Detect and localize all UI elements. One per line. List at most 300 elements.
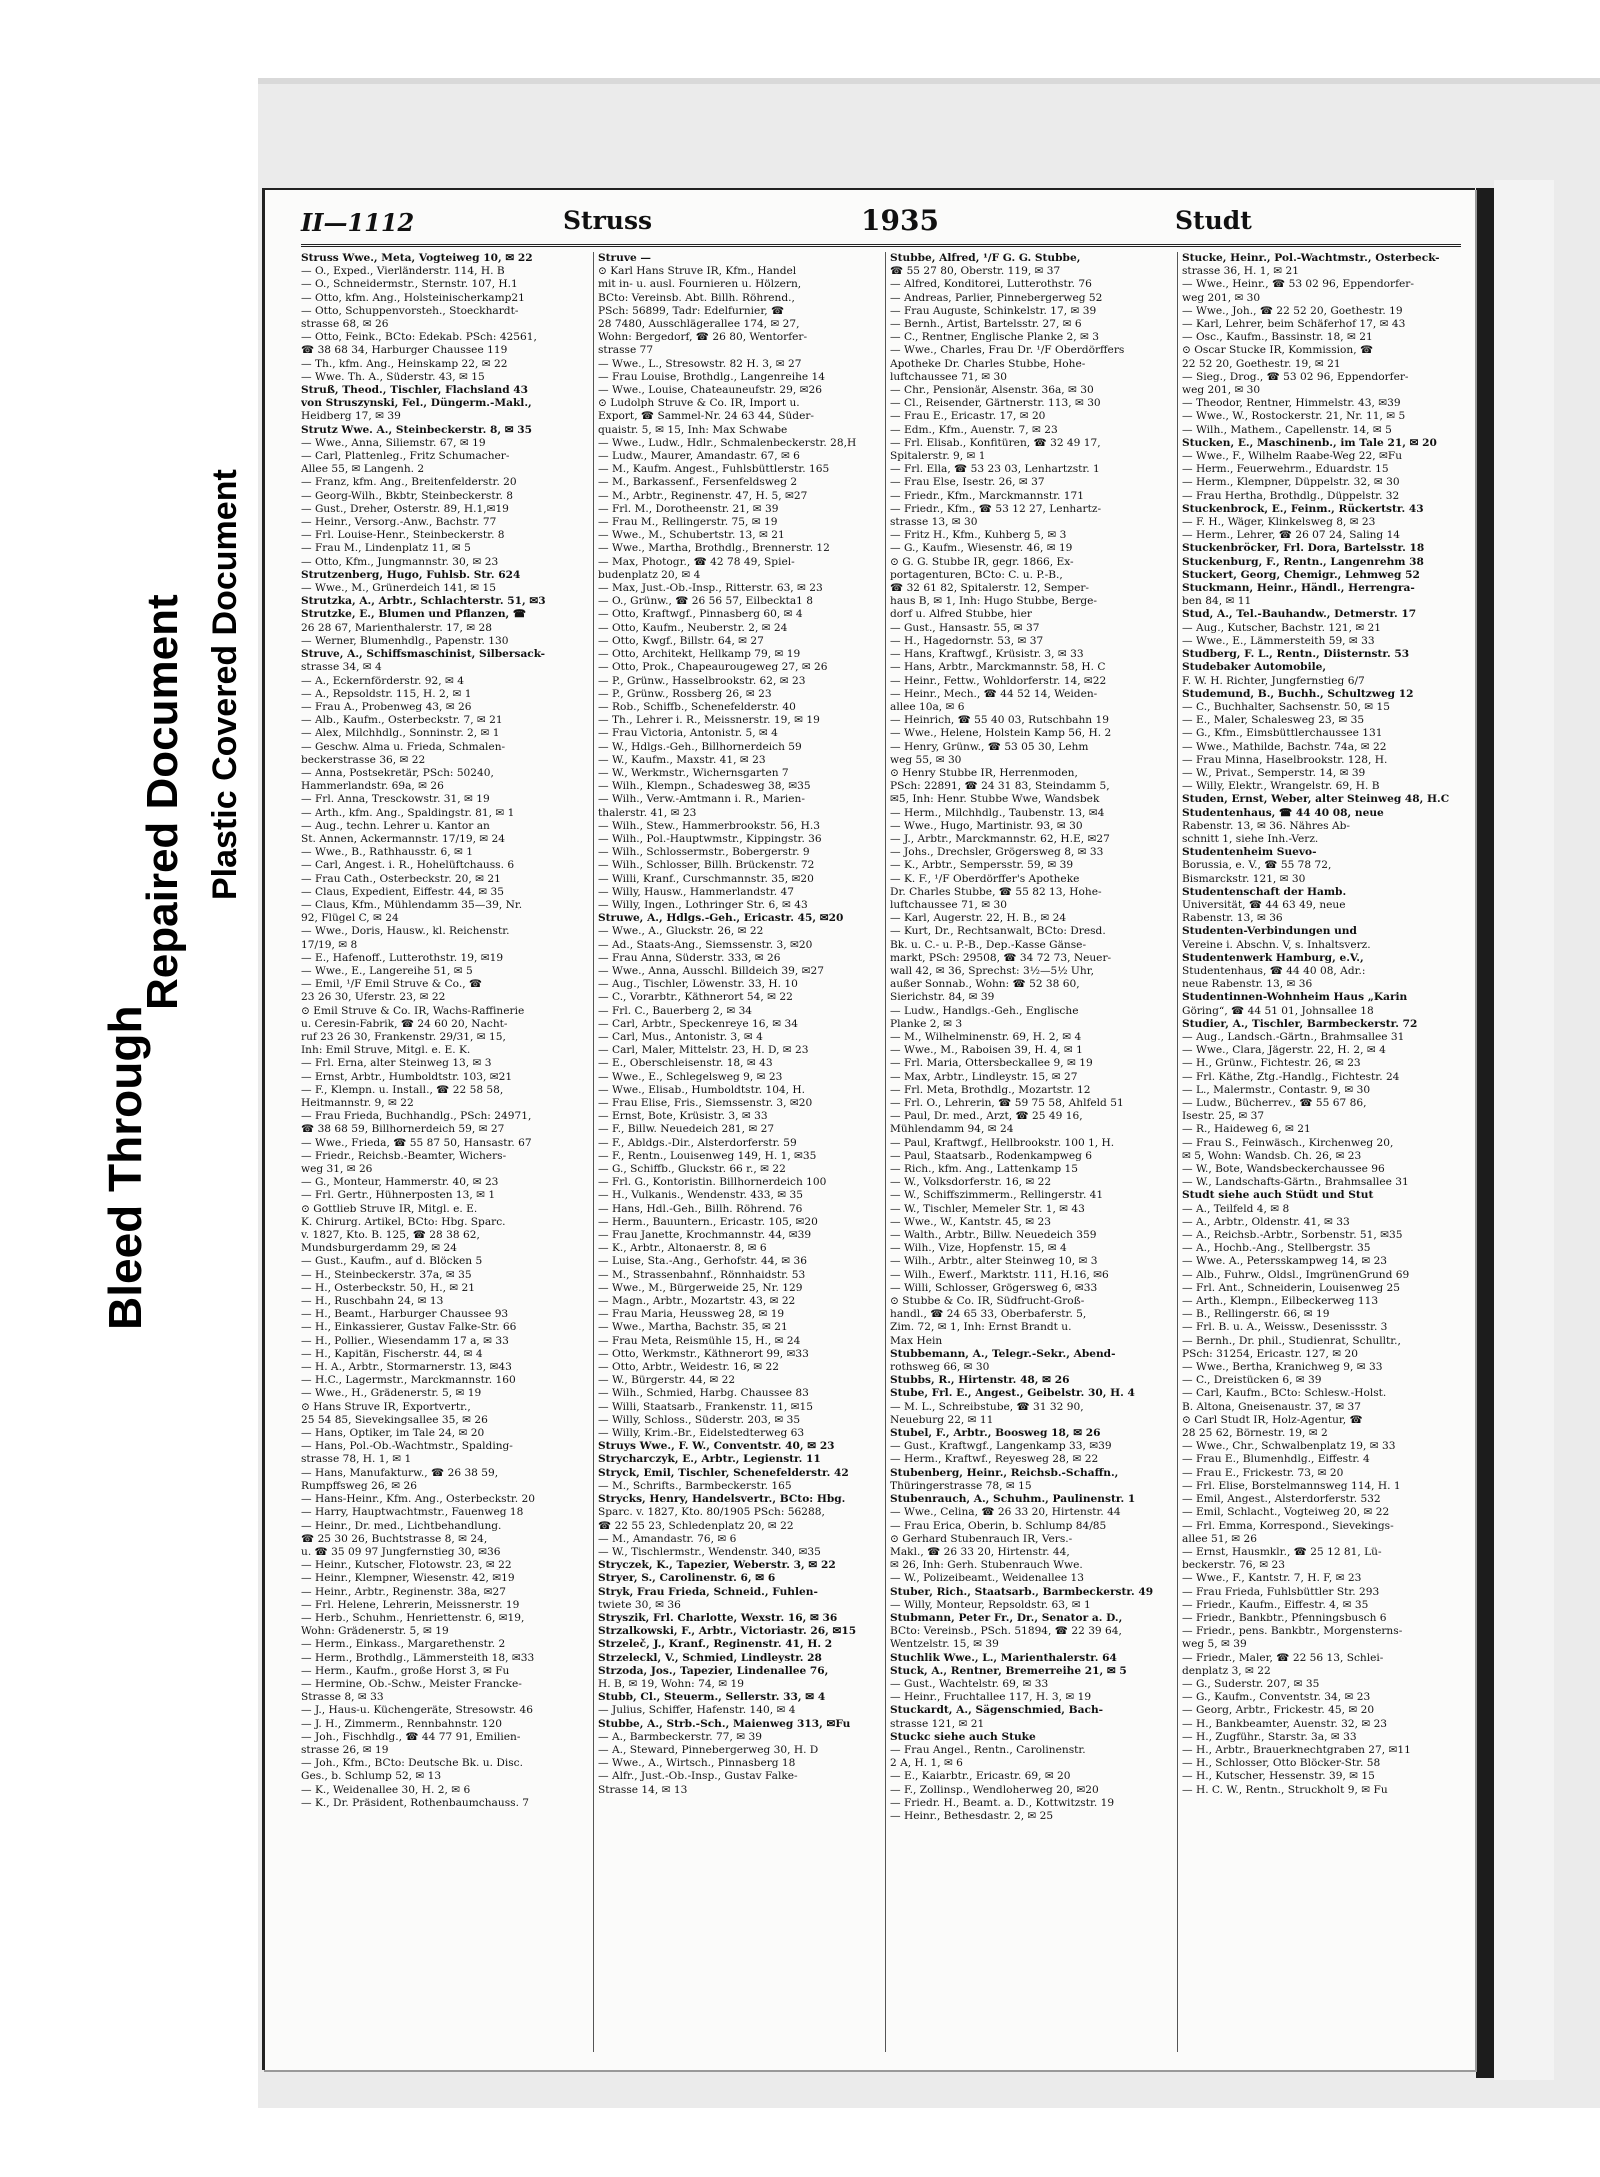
directory-entry: Strutzke, E., Blumen und Pflanzen, ☎ — [301, 608, 527, 621]
header-right-keyword: Studt — [1175, 206, 1252, 235]
directory-entry: Studentenheim Suevo- — [1182, 846, 1317, 859]
directory-entry: — Wwe., E., Lämmersteith 59, ✉ 33 — [1182, 634, 1375, 647]
directory-entry: strasse 34, ✉ 4 — [301, 661, 382, 674]
directory-entry: ☎ 55 27 80, Oberstr. 119, ✉ 37 — [890, 265, 1061, 278]
directory-entry: — Frau A., Probenweg 43, ✉ 26 — [301, 700, 472, 713]
directory-entry: — Alb., Kaufm., Osterbeckstr. 7, ✉ 21 — [301, 714, 503, 727]
directory-entry: — Wwe., Mathilde, Bachstr. 74a, ✉ 22 — [1182, 740, 1387, 753]
directory-entry: — Heinr., Versorg.-Anw., Bachstr. 77 — [301, 516, 497, 529]
directory-entry: — Wilh., Vize, Hopfenstr. 15, ✉ 4 — [890, 1242, 1067, 1255]
directory-entry: — Wwe., Louise, Chateauneufstr. 29, ✉26 — [598, 384, 822, 397]
directory-entry: — Aug., Kutscher, Bachstr. 121, ✉ 21 — [1182, 621, 1382, 634]
directory-entry: portagenturen, BCto: C. u. P.-B., — [890, 568, 1063, 581]
directory-entry: — Hermine, Ob.-Schw., Meister Francke- — [301, 1677, 522, 1690]
directory-entry: — Wwe., Anna, Siliemstr. 67, ✉ 19 — [301, 436, 486, 449]
directory-entry: — Wwe., Martha, Brothdlg., Brennerstr. 12 — [598, 542, 830, 555]
directory-entry: Stuckc siehe auch Stuke — [890, 1730, 1036, 1743]
directory-entry: — Hans, Kraftwgf., Krüsistr. 3, ✉ 33 — [890, 648, 1084, 661]
directory-entry: — H. C. W., Rentn., Struckholt 9, ✉ Fu — [1182, 1783, 1388, 1796]
directory-entry: — Wwe., Doris, Hausw., kl. Reichenstr. — [301, 925, 510, 938]
directory-entry: — Alfred, Konditorei, Lutterothstr. 76 — [890, 278, 1092, 291]
directory-entry: allee 51, ✉ 26 — [1182, 1532, 1257, 1545]
directory-entry: Strzeleckl, V., Schmied, Lindleystr. 28 — [598, 1651, 822, 1664]
directory-entry: K. Chirurg. Artikel, BCto: Hbg. Sparc. — [301, 1215, 506, 1228]
directory-entry: — R., Haideweg 6, ✉ 21 — [1182, 1123, 1311, 1136]
directory-entry: — Gust., Kraftwgf., Langenkamp 33, ✉39 — [890, 1440, 1112, 1453]
directory-entry: — Wwe., A., Gluckstr. 26, ✉ 22 — [598, 925, 764, 938]
directory-entry: Vereine i. Abschn. V, s. Inhaltsverz. — [1182, 938, 1371, 951]
page-edge-dark — [1476, 188, 1494, 2078]
directory-entry: — Cl., Reisender, Gärtnerstr. 113, ✉ 30 — [890, 397, 1101, 410]
directory-entry: ben 84, ✉ 11 — [1182, 595, 1252, 608]
directory-entry: — Frau Victoria, Antonistr. 5, ✉ 4 — [598, 727, 778, 740]
directory-entry: — Heinr., Arbtr., Reginenstr. 38a, ✉27 — [301, 1585, 506, 1598]
directory-entry: — Andreas, Parlier, Pinnebergerweg 52 — [890, 291, 1103, 304]
directory-entry: — Frau Minna, Haselbrookstr. 128, H. — [1182, 753, 1388, 766]
directory-entry: — Wwe., Hugo, Martinistr. 93, ✉ 30 — [890, 819, 1083, 832]
directory-entry: — G., Kaufm., Wiesenstr. 46, ✉ 19 — [890, 542, 1073, 555]
directory-entry: Studentenhaus, ☎ 44 40 08, Adr.: — [1182, 964, 1366, 977]
directory-entry: — Frau Cath., Osterbeckstr. 20, ✉ 21 — [301, 872, 501, 885]
directory-entry: — C., Rentner, Englische Planke 2, ✉ 3 — [890, 331, 1099, 344]
directory-entry: Studentenhaus, ☎ 44 40 08, neue — [1182, 806, 1384, 819]
directory-entry: — Bernh., Dr. phil., Studienrat, Schulltr., — [1182, 1334, 1401, 1347]
directory-entry: — Edm., Kfm., Auenstr. 7, ✉ 23 — [890, 423, 1058, 436]
directory-entry: — H., Bankbeamter, Auenstr. 32, ✉ 23 — [1182, 1717, 1388, 1730]
directory-entry: Dr. Charles Stubbe, ☎ 55 82 13, Hohe- — [890, 885, 1102, 898]
directory-entry: — H.C., Lagermstr., Marckmannstr. 160 — [301, 1374, 516, 1387]
directory-entry: v. 1827, Kto. B. 125, ☎ 28 38 62, — [301, 1229, 480, 1242]
directory-entry: — Wwe., M., Schubertstr. 13, ✉ 21 — [598, 529, 785, 542]
directory-entry: — M., Kaufm. Angest., Fuhlsbüttlerstr. 165 — [598, 463, 830, 476]
directory-entry: — Carl, Arbtr., Speckenreye 16, ✉ 34 — [598, 1017, 798, 1030]
directory-entry: twiete 30, ✉ 36 — [598, 1598, 681, 1611]
directory-entry: ✉ 5, Wohn: Wandsb. Ch. 26, ✉ 23 — [1182, 1149, 1362, 1162]
directory-entry: 26 28 67, Marienthalerstr. 17, ✉ 28 — [301, 621, 493, 634]
directory-entry: Stubenberg, Heinr., Reichsb.-Schaffn., — [890, 1466, 1119, 1479]
page-number: II—1112 — [301, 208, 415, 237]
directory-entry: beckerstrasse 36, ✉ 22 — [301, 753, 426, 766]
directory-entry: Stucken, E., Maschinenb., im Tale 21, ✉ 20 — [1182, 436, 1437, 449]
directory-entry: — K., Weidenallee 30, H. 2, ✉ 6 — [301, 1783, 471, 1796]
directory-entry: PSch: 22891, ☎ 24 31 83, Steindamm 5, — [890, 780, 1110, 793]
directory-entry: — H., Kutscher, Hessenstr. 39, ✉ 15 — [1182, 1770, 1375, 1783]
directory-entry: — Frau Maria, Heussweg 28, ✉ 19 — [598, 1308, 785, 1321]
directory-entry: ruf 23 26 30, Frankenstr. 29/31, ✉ 15, — [301, 1030, 506, 1043]
directory-entry: Spitalerstr. 9, ✉ 1 — [890, 450, 986, 463]
directory-entry: — Gust., Hansastr. 55, ✉ 37 — [890, 621, 1040, 634]
directory-entry: Sparc. v. 1827, Kto. 80/1905 PSch: 56288, — [598, 1506, 825, 1519]
directory-entry: — Wilh., Ewerf., Marktstr. 111, H.16, ✉6 — [890, 1268, 1109, 1281]
directory-entry: — B., Rellingerstr. 66, ✉ 19 — [1182, 1308, 1330, 1321]
directory-entry: weg 201, ✉ 30 — [1182, 291, 1261, 304]
directory-entry: Stryczek, K., Tapezier, Weberstr. 3, ✉ 22 — [598, 1559, 836, 1572]
directory-entry: 2 A, H. 1, ✉ 6 — [890, 1757, 963, 1770]
directory-entry: — Frau Else, Isestr. 26, ✉ 37 — [890, 476, 1045, 489]
directory-entry: — F., Klempn. u. Install., ☎ 22 58 58, — [301, 1083, 504, 1096]
directory-entry: — F., Billw. Neuedeich 281, ✉ 27 — [598, 1123, 775, 1136]
directory-entry: — Friedr., Kfm., ☎ 53 12 27, Lenhartz- — [890, 502, 1102, 515]
directory-entry: — Ad., Staats-Ang., Siemssenstr. 3, ✉20 — [598, 938, 813, 951]
directory-entry: BCto: Vereinsb., PSch. 51894, ☎ 22 39 64, — [890, 1625, 1122, 1638]
directory-entry: — F., Zollinsp., Wendloherweg 20, ✉20 — [890, 1783, 1099, 1796]
directory-entry: — Willy, Elektr., Wrangelstr. 69, H. B — [1182, 780, 1380, 793]
directory-entry: — Bernh., Artist, Bartelsstr. 27, ✉ 6 — [890, 318, 1082, 331]
directory-entry: — W., Tischler, Memeler Str. 1, ✉ 43 — [890, 1202, 1085, 1215]
directory-entry: — Frau E., Frickestr. 73, ✉ 20 — [1182, 1466, 1344, 1479]
directory-entry: dorf u. Alfred Stubbe, hier — [890, 608, 1032, 621]
header-left-keyword: Struss — [563, 206, 653, 235]
directory-entry: — Frl. Ella, ☎ 53 23 03, Lenhartzstr. 1 — [890, 463, 1100, 476]
directory-entry: 22 52 20, Goethestr. 19, ✉ 21 — [1182, 357, 1341, 370]
directory-entry: — H., Kapitän, Fischerstr. 44, ✉ 4 — [301, 1347, 483, 1360]
directory-entry: — Heinr., Bethesdastr. 2, ✉ 25 — [890, 1809, 1054, 1822]
directory-entry: — Karl, Lehrer, beim Schäferhof 17, ✉ 43 — [1182, 318, 1406, 331]
directory-entry: Makl., ☎ 26 33 20, Hirtenstr. 44, — [890, 1545, 1070, 1558]
directory-entry: Stryk, Frau Frieda, Schneid., Fuhlen- — [598, 1585, 818, 1598]
directory-entry: — Emil, Schlacht., Vogteiweg 20, ✉ 22 — [1182, 1506, 1390, 1519]
directory-entry: Strutzenberg, Hugo, Fuhlsb. Str. 624 — [301, 568, 521, 581]
directory-entry: — Frl. Meta, Brothdlg., Mozartstr. 12 — [890, 1083, 1091, 1096]
directory-entry: — A., Teilfeld 4, ✉ 8 — [1182, 1202, 1290, 1215]
directory-entry: — Willi, Kranf., Curschmannstr. 35, ✉20 — [598, 872, 814, 885]
directory-entry: Bismarckstr. 121, ✉ 30 — [1182, 872, 1306, 885]
directory-entry: — Otto, Kraftwgf., Pinnasberg 60, ✉ 4 — [598, 608, 803, 621]
directory-entry: — Frl. C., Bauerberg 2, ✉ 34 — [598, 1004, 753, 1017]
directory-entry: — W., Hdlgs.-Geh., Billhornerdeich 59 — [598, 740, 802, 753]
column-1 — [301, 252, 581, 2052]
directory-entry: — G., Kfm., Eimsbüttlerchaussee 131 — [1182, 727, 1383, 740]
directory-entry: — H., Ruschbahn 24, ✉ 13 — [301, 1295, 444, 1308]
directory-entry: — Willy, Krim.-Br., Eidelstedterweg 63 — [598, 1427, 805, 1440]
directory-entry: — H., Beamt., Harburger Chaussee 93 — [301, 1308, 509, 1321]
directory-entry: Strzalkowski, F., Arbtr., Victoriastr. 26, ✉15 — [598, 1625, 857, 1638]
directory-entry: weg 55, ✉ 30 — [890, 753, 962, 766]
directory-entry: u. Ceresin-Fabrik, ☎ 24 60 20, Nacht- — [301, 1017, 508, 1030]
directory-entry: — Hans, Manufakturw., ☎ 26 38 59, — [301, 1466, 499, 1479]
directory-entry: — Willy, Hausw., Hammerlandstr. 47 — [598, 885, 794, 898]
directory-entry: — Frl. G., Kontoristin. Billhornerdeich 100 — [598, 1176, 827, 1189]
directory-entry: — W., Bürgerstr. 44, ✉ 22 — [598, 1374, 736, 1387]
directory-entry: ☎ 32 61 82, Spitalerstr. 12, Semper- — [890, 582, 1090, 595]
directory-entry: — Wwe., M., Raboisen 39, H. 4, ✉ 1 — [890, 1044, 1083, 1057]
directory-entry: — Paul, Staatsarb., Rodenkampweg 6 — [890, 1149, 1092, 1162]
directory-entry: Rabenstr. 13, ✉ 36 — [1182, 912, 1283, 925]
directory-entry: — M., Strassenbahnf., Rönnhaidstr. 53 — [598, 1268, 806, 1281]
directory-entry: — Paul, Kraftwgf., Hellbrookstr. 100 1, H. — [890, 1136, 1115, 1149]
directory-entry: — Frau Louise, Brothdlg., Langenreihe 14 — [598, 370, 826, 383]
directory-entry: — H., Steinbeckerstr. 37a, ✉ 35 — [301, 1268, 472, 1281]
directory-entry: — Wilh., Mathem., Capellenstr. 14, ✉ 5 — [1182, 423, 1392, 436]
directory-entry: budenplatz 20, ✉ 4 — [598, 568, 701, 581]
label-repaired-document: Repaired Document — [138, 594, 187, 1010]
directory-entry: — Frl. Erna, alter Steinweg 13, ✉ 3 — [301, 1057, 492, 1070]
directory-entry: — L., Malermstr., Contastr. 9, ✉ 30 — [1182, 1083, 1371, 1096]
directory-entry: Rabenstr. 13, ✉ 36. Nähres Ab- — [1182, 819, 1350, 832]
directory-entry: haus B, ✉ 1, Inh: Hugo Stubbe, Berge- — [890, 595, 1098, 608]
directory-entry: — K., Dr. Präsident, Rothenbaumchauss. 7 — [301, 1796, 530, 1809]
directory-entry: — Frl. Elisab., Konfitüren, ☎ 32 49 17, — [890, 436, 1101, 449]
directory-entry: H. B, ✉ 19, Wohn: 74, ✉ 19 — [598, 1677, 745, 1690]
directory-entry: beckerstr. 76, ✉ 23 — [1182, 1559, 1286, 1572]
directory-entry: — Alfr., Just.-Ob.-Insp., Gustav Falke- — [598, 1770, 798, 1783]
directory-entry: — Herb., Schuhm., Henriettenstr. 6, ✉19, — [301, 1611, 525, 1624]
directory-entry: 28 7480, Ausschlägerallee 174, ✉ 27, — [598, 318, 800, 331]
directory-entry: Studberg, F. L., Rentn., Diisternstr. 53 — [1182, 648, 1410, 661]
directory-entry: ☎ 25 30 26, Buchtstrasse 8, ✉ 24, — [301, 1532, 488, 1545]
directory-entry: — C., Buchhalter, Sachsenstr. 50, ✉ 15 — [1182, 700, 1390, 713]
directory-entry: — Hans, Arbtr., Marckmannstr. 58, H. C — [890, 661, 1106, 674]
directory-entry: — Heinr., Fettw., Wohldorferstr. 14, ✉22 — [890, 674, 1107, 687]
directory-entry: — Geschw. Alma u. Frieda, Schmalen- — [301, 740, 506, 753]
directory-entry: — H., Hagedornstr. 53, ✉ 37 — [890, 634, 1044, 647]
directory-entry: Stuckenbröcker, Frl. Dora, Bartelsstr. 18 — [1182, 542, 1425, 555]
directory-entry: ✉ 26, Inh: Gerh. Stubenrauch Wwe. — [890, 1559, 1083, 1572]
directory-columns — [301, 252, 1461, 2052]
directory-entry: — Wwe., H., Grädenerstr. 5, ✉ 19 — [301, 1387, 482, 1400]
directory-entry: Stubenrauch, A., Schuhm., Paulinenstr. 1 — [890, 1493, 1136, 1506]
directory-entry: 25 54 85, Sievekingsallee 35, ✉ 26 — [301, 1413, 488, 1426]
directory-entry: Stryer, S., Carolinenstr. 6, ✉ 6 — [598, 1572, 776, 1585]
directory-entry: Stubbe, A., Strb.-Sch., Maienweg 313, ✉Fu — [598, 1717, 851, 1730]
directory-entry: — Wwe., Elisab., Humboldtstr. 104, H. — [598, 1083, 806, 1096]
directory-entry: ⊙ Hans Struve IR, Exportvertr., — [301, 1400, 471, 1413]
directory-entry: — J. H., Zimmerm., Rennbahnstr. 120 — [301, 1717, 502, 1730]
directory-entry: — Frau Auguste, Schinkelstr. 17, ✉ 39 — [890, 304, 1097, 317]
directory-entry: — Frl. Gertr., Hühnerposten 13, ✉ 1 — [301, 1189, 496, 1202]
directory-entry: — Frl. Ant., Schneiderin, Louisenweg 25 — [1182, 1281, 1401, 1294]
label-plastic-covered-document: Plastic Covered Document — [206, 469, 244, 900]
directory-entry: — Werner, Blumenhdlg., Papenstr. 130 — [301, 634, 509, 647]
directory-entry: — Claus, Expedient, Eiffestr. 44, ✉ 35 — [301, 885, 504, 898]
directory-entry: ⊙ G. G. Stubbe IR, gegr. 1866, Ex- — [890, 555, 1074, 568]
directory-entry: — Magn., Arbtr., Mozartstr. 43, ✉ 22 — [598, 1295, 796, 1308]
directory-entry: Strzeleč, J., Kranf., Reginenstr. 41, H. 2 — [598, 1638, 833, 1651]
directory-entry: — Emil, Angest., Alsterdorferstr. 532 — [1182, 1493, 1381, 1506]
directory-entry: — Wwe., E., Schlegelsweg 9, ✉ 23 — [598, 1070, 783, 1083]
directory-entry: — Wilh., Schmied, Harbg. Chaussee 83 — [598, 1387, 809, 1400]
directory-entry: — Heinr., Kutscher, Flotowstr. 23, ✉ 22 — [301, 1559, 512, 1572]
directory-entry: Inh: Emil Struve, Mitgl. e. E. K. — [301, 1044, 471, 1057]
directory-entry: Strutz Wwe. A., Steinbeckerstr. 8, ✉ 35 — [301, 423, 533, 436]
directory-entry: — Otto, Kwgf., Billstr. 64, ✉ 27 — [598, 634, 764, 647]
directory-entry: — Wilh., Stew., Hammerbrookstr. 56, H.3 — [598, 819, 820, 832]
directory-entry: — Wwe., F., Wilhelm Raabe-Weg 22, ✉Fu — [1182, 450, 1403, 463]
directory-entry: — W., Polizeibeamt., Weidenallee 13 — [890, 1572, 1084, 1585]
directory-entry: — Wwe., L., Stresowstr. 82 H. 3, ✉ 27 — [598, 357, 802, 370]
directory-entry: — Frl. Käthe, Ztg.-Handlg., Fichtestr. 24 — [1182, 1070, 1400, 1083]
directory-entry: — J., Haus-u. Küchengeräte, Stresowstr. 46 — [301, 1704, 534, 1717]
directory-entry: mit in- u. ausl. Fournieren u. Hölzern, — [598, 278, 802, 291]
directory-entry: Max Hein — [890, 1334, 943, 1347]
directory-entry: — Georg, Arbtr., Frickestr. 45, ✉ 20 — [1182, 1704, 1375, 1717]
directory-entry: — W., Kaufm., Maxstr. 41, ✉ 23 — [598, 753, 766, 766]
directory-entry: F. W. H. Richter, Jungfernstieg 6/7 — [1182, 674, 1365, 687]
directory-entry: — Ludw., Bücherrev., ☎ 55 67 86, — [1182, 1097, 1367, 1109]
directory-entry: Studentenschaft der Hamb. — [1182, 885, 1347, 898]
directory-entry: — Ernst, Arbtr., Humboldtstr. 103, ✉21 — [301, 1070, 513, 1083]
directory-entry: — H. A., Arbtr., Stormarnerstr. 13, ✉43 — [301, 1361, 512, 1374]
directory-entry: St. Annen, Ackermannstr. 17/19, ✉ 24 — [301, 832, 506, 845]
directory-entry: — Herm., Bauuntern., Ericastr. 105, ✉20 — [598, 1215, 818, 1228]
directory-entry: — O., Schneidermstr., Sternstr. 107, H.1 — [301, 278, 518, 291]
directory-entry: — Julius, Schiffer, Hafenstr. 140, ✉ 4 — [598, 1704, 796, 1717]
directory-entry: thalerstr. 41, ✉ 23 — [598, 806, 697, 819]
directory-entry: — M., Wilhelminenstr. 69, H. 2, ✉ 4 — [890, 1030, 1082, 1043]
directory-entry: — Herm., Kaufm., große Horst 3, ✉ Fu — [301, 1664, 510, 1677]
directory-entry: Studen, Ernst, Weber, alter Steinweg 48, H.C — [1182, 793, 1450, 806]
directory-entry: Stube, Frl. E., Angest., Geibelstr. 30, H. 4 — [890, 1387, 1135, 1400]
directory-entry: — W., Landschafts-Gärtn., Brahmsallee 31 — [1182, 1176, 1409, 1189]
directory-entry: — H., Grünw., Fichtestr. 26, ✉ 23 — [1182, 1057, 1361, 1070]
directory-entry: — Friedr., Bankbtr., Pfenningsbusch 6 — [1182, 1611, 1387, 1624]
directory-entry: schnitt 1, siehe Inh.-Verz. — [1182, 832, 1319, 845]
directory-entry: — Ernst, Hausmklr., ☎ 25 12 81, Lü- — [1182, 1545, 1382, 1558]
directory-entry: — Aug., techn. Lehrer u. Kantor an — [301, 819, 490, 832]
directory-entry: Wohn: Bergedorf, ☎ 26 80, Wentorfer- — [598, 331, 808, 344]
directory-entry: 92, Flügel C, ✉ 24 — [301, 912, 399, 925]
directory-entry: ⊙ Karl Hans Struve IR, Kfm., Handel — [598, 265, 797, 278]
directory-page — [262, 188, 1475, 2070]
directory-entry: ☎ 38 68 34, Harburger Chaussee 119 — [301, 344, 508, 357]
directory-entry: Neueburg 22, ✉ 11 — [890, 1413, 994, 1426]
directory-entry: Allee 55, ✉ Langenh. 2 — [301, 463, 425, 476]
directory-entry: — Fritz H., Kfm., Kuhberg 5, ✉ 3 — [890, 529, 1067, 542]
directory-entry: — Th., kfm. Ang., Heinskamp 22, ✉ 22 — [301, 357, 508, 370]
directory-entry: — G., Monteur, Hammerstr. 40, ✉ 23 — [301, 1176, 499, 1189]
directory-entry: denplatz 3, ✉ 22 — [1182, 1664, 1271, 1677]
directory-entry: — Herm., Kraftwf., Reyesweg 28, ✉ 22 — [890, 1453, 1099, 1466]
directory-entry: — Chr., Pensionär, Alsenstr. 36a, ✉ 30 — [890, 384, 1094, 397]
directory-entry: 23 26 30, Uferstr. 23, ✉ 22 — [301, 991, 446, 1004]
directory-entry: — Max, Just.-Ob.-Insp., Ritterstr. 63, ✉ 23 — [598, 582, 823, 595]
directory-entry: — Otto, Prok., Chapeaurougeweg 27, ✉ 26 — [598, 661, 828, 674]
directory-entry: — E., Maler, Schalesweg 23, ✉ 35 — [1182, 714, 1365, 727]
directory-entry: — Frau Anna, Süderstr. 333, ✉ 26 — [598, 951, 781, 964]
directory-entry: — Wwe., A., Wirtsch., Pinnasberg 18 — [598, 1757, 796, 1770]
directory-entry: — Wwe., F., Kantstr. 7, H. F, ✉ 23 — [1182, 1572, 1362, 1585]
directory-entry: — Hans, Pol.-Ob.-Wachtmstr., Spalding- — [301, 1440, 513, 1453]
directory-entry: 17/19, ✉ 8 — [301, 938, 358, 951]
directory-entry: Studentenwerk Hamburg, e.V., — [1182, 951, 1364, 964]
directory-entry: — Anna, Postsekretär, PSch: 50240, — [301, 766, 494, 779]
directory-entry: — E., Hafenoff., Lutterothstr. 19, ✉19 — [301, 951, 504, 964]
directory-entry: — Johs., Drechsler, Grögersweg 8, ✉ 33 — [890, 846, 1104, 859]
directory-entry: Strasse 14, ✉ 13 — [598, 1783, 688, 1796]
directory-entry: — Wwe., Frieda, ☎ 55 87 50, Hansastr. 67 — [301, 1136, 532, 1149]
margin-annotations — [0, 0, 260, 2177]
directory-entry: Ges., b. Schlump 52, ✉ 13 — [301, 1770, 442, 1783]
directory-entry: — Max, Arbtr., Lindleystr. 15, ✉ 27 — [890, 1070, 1078, 1083]
directory-entry: — Friedr., Kfm., Marckmannstr. 171 — [890, 489, 1084, 502]
directory-entry: — W., Schiffszimmerm., Rellingerstr. 41 — [890, 1189, 1104, 1202]
directory-entry: — K., Arbtr., Altonaerstr. 8, ✉ 6 — [598, 1242, 767, 1255]
directory-entry: Apotheke Dr. Charles Stubbe, Hohe- — [890, 357, 1086, 370]
directory-entry: Stryck, Emil, Tischler, Schenefelderstr. 42 — [598, 1466, 849, 1479]
directory-entry: — Frl. Helene, Lehrerin, Meissnerstr. 19 — [301, 1598, 520, 1611]
directory-entry: — Georg-Wilh., Bkbtr, Steinbeckerstr. 8 — [301, 489, 513, 502]
directory-entry: Studier, A., Tischler, Barmbeckerstr. 72 — [1182, 1017, 1418, 1030]
page-header — [301, 204, 1461, 247]
directory-entry: — H., Osterbeckstr. 50, H., ✉ 21 — [301, 1281, 476, 1294]
directory-entry: — W., Bote, Wandsbeckerchaussee 96 — [1182, 1163, 1385, 1176]
directory-entry: Borussia, e. V., ☎ 55 78 72, — [1182, 859, 1332, 872]
directory-entry: u. ☎ 35 09 97 Jungfernstieg 30, ✉36 — [301, 1545, 501, 1558]
directory-entry: Stryszik, Frl. Charlotte, Wexstr. 16, ✉ 36 — [598, 1611, 838, 1624]
column-2 — [593, 252, 874, 2052]
directory-entry: Rumpffsweg 26, ✉ 26 — [301, 1479, 418, 1492]
directory-entry: — Alex, Milchhdlg., Sonninstr. 2, ✉ 1 — [301, 727, 500, 740]
directory-entry: rothsweg 66, ✉ 30 — [890, 1361, 990, 1374]
directory-entry: Stuck, A., Rentner, Bremerreihe 21, ✉ 5 — [890, 1664, 1127, 1677]
directory-entry: Stuckmann, Heinr., Händl., Herrengra- — [1182, 582, 1415, 595]
page-edge-strip — [1494, 180, 1554, 2080]
directory-entry: — Wwe. Th. A., Süderstr. 43, ✉ 15 — [301, 370, 485, 383]
directory-entry: strasse 26, ✉ 19 — [301, 1743, 389, 1756]
directory-entry: — A., Arbtr., Oldenstr. 41, ✉ 33 — [1182, 1215, 1350, 1228]
directory-entry: allee 10a, ✉ 6 — [890, 700, 965, 713]
directory-entry: Sierichstr. 84, ✉ 39 — [890, 991, 995, 1004]
directory-entry: Stuckenburg, F., Rentn., Langenrehm 38 — [1182, 555, 1424, 568]
directory-entry: Stuckenbrock, E., Feinm., Rückertstr. 43 — [1182, 502, 1424, 515]
directory-entry: — Frau E., Blumenhdlg., Eiffestr. 4 — [1182, 1453, 1370, 1466]
directory-entry: — K. F., ¹/F Oberdörffer's Apotheke — [890, 872, 1080, 885]
directory-entry: Bk. u. C.- u. P.-B., Dep.-Kasse Gänse- — [890, 938, 1087, 951]
directory-entry: — O., Exped., Vierländerstr. 114, H. B — [301, 265, 505, 278]
directory-entry: — F., Abldgs.-Dir., Alsterdorferstr. 59 — [598, 1136, 797, 1149]
directory-entry: — Wwe., Helene, Holstein Kamp 56, H. 2 — [890, 727, 1112, 740]
directory-entry: — Sieg., Drog., ☎ 53 02 96, Eppendorfer- — [1182, 370, 1409, 383]
directory-entry: — Henry, Grünw., ☎ 53 05 30, Lehm — [890, 740, 1089, 753]
directory-entry: strasse 77 — [598, 344, 654, 357]
directory-entry: — E., Kaiarbtr., Ericastr. 69, ✉ 20 — [890, 1770, 1071, 1783]
directory-entry: — M., Amandastr. 76, ✉ 6 — [598, 1532, 737, 1545]
directory-entry: — Carl, Kaufm., BCto: Schlesw.-Holst. — [1182, 1387, 1387, 1400]
directory-entry: — Joh., Fischhdlg., ☎ 44 77 91, Emilien- — [301, 1730, 521, 1743]
directory-entry: strasse 121, ✉ 21 — [890, 1717, 985, 1730]
directory-entry: Stubb, Cl., Steuerm., Sellerstr. 33, ✉ 4 — [598, 1691, 826, 1704]
directory-entry: — Herm., Milchhdlg., Taubenstr. 13, ✉4 — [890, 806, 1105, 819]
directory-entry: — Joh., Kfm., BCto: Deutsche Bk. u. Disc. — [301, 1757, 523, 1770]
directory-entry: B. Altona, Gneisenaustr. 37, ✉ 37 — [1182, 1400, 1361, 1413]
directory-entry: — Ludw., Maurer, Amandastr. 67, ✉ 6 — [598, 450, 800, 463]
directory-entry: — G., Suderstr. 207, ✉ 35 — [1182, 1677, 1320, 1690]
directory-entry: ⊙ Carl Studt IR, Holz-Agentur, ☎ — [1182, 1413, 1363, 1426]
directory-entry: — Wilh., Pol.-Hauptwmstr., Kippingstr. 36 — [598, 832, 822, 845]
directory-entry: — Franz, kfm. Ang., Breitenfelderstr. 20 — [301, 476, 517, 489]
directory-entry: — F., Rentn., Louisenweg 149, H. 1, ✉35 — [598, 1149, 817, 1162]
directory-entry: Struys Wwe., F. W., Conventstr. 40, ✉ 23 — [598, 1440, 835, 1453]
directory-entry: — Otto, Arbtr., Weidestr. 16, ✉ 22 — [598, 1361, 780, 1374]
directory-entry: — Willi, Schlosser, Grögersweg 6, ✉33 — [890, 1281, 1098, 1294]
directory-entry: — Hans, Optiker, im Tale 24, ✉ 20 — [301, 1427, 485, 1440]
directory-entry: — Heinr., Klempner, Wiesenstr. 42, ✉19 — [301, 1572, 515, 1585]
directory-entry: — Friedr., Reichsb.-Beamter, Wichers- — [301, 1149, 507, 1162]
directory-entry: Wohn: Grädenerstr. 5, ✉ 19 — [301, 1625, 449, 1638]
directory-entry: handl., ☎ 24 65 33, Oberbaferstr. 5, — [890, 1308, 1087, 1321]
directory-entry: — Frau M., Lindenplatz 11, ✉ 5 — [301, 542, 471, 555]
directory-entry: — Wwe., M., Grünerdeich 141, ✉ 15 — [301, 582, 496, 595]
directory-entry: BCto: Vereinsb. Abt. Billh. Röhrend., — [598, 291, 795, 304]
directory-entry: — Willy, Monteur, Repsoldstr. 63, ✉ 1 — [890, 1598, 1091, 1611]
directory-entry: — Theodor, Rentner, Himmelstr. 43, ✉39 — [1182, 397, 1401, 410]
directory-entry: — Wwe. A., Petersskampweg 14, ✉ 23 — [1182, 1255, 1388, 1268]
directory-entry: — A., Barmbeckerstr. 77, ✉ 39 — [598, 1730, 762, 1743]
directory-entry: Thüringerstrasse 78, ✉ 15 — [890, 1479, 1032, 1492]
directory-entry: Studentinnen-Wohnheim Haus „Karin — [1182, 991, 1408, 1004]
directory-entry: Heidberg 17, ✉ 39 — [301, 410, 401, 423]
directory-entry: — Willi, Staatsarb., Frankenstr. 11, ✉15 — [598, 1400, 814, 1413]
